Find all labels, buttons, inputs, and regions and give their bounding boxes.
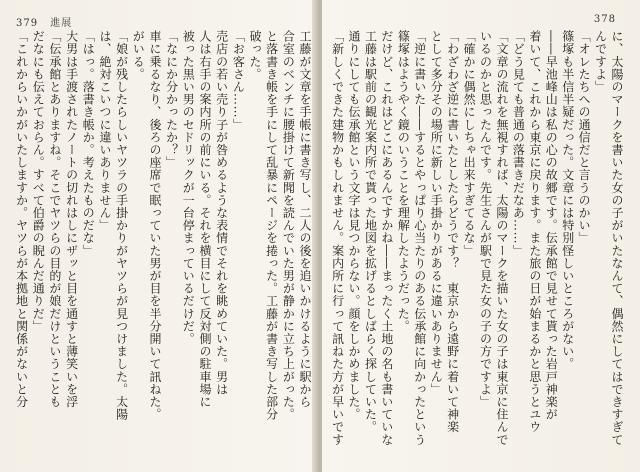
text-column: 破った。 xyxy=(247,30,262,81)
text-column: 篠塚はようやく鏡のいうことを理解したようだった。 xyxy=(396,30,411,333)
left-page-header xyxy=(16,14,80,29)
left-running-title: 進展 xyxy=(50,18,73,29)
right-page-header xyxy=(594,14,624,25)
text-column: と落書き帳を手にして乱暴にページを捲った。工藤が書き写した部分 xyxy=(264,30,279,421)
text-column: がいる。 xyxy=(131,30,146,81)
right-page-text xyxy=(330,30,626,450)
text-column: は、絶対こいつに違いありません」 xyxy=(97,30,112,232)
text-column: 「なにか分かったか？」 xyxy=(164,30,179,169)
text-column: 「確かに偶然にしちゃ出来すぎてるな」 xyxy=(462,30,477,257)
text-column: 「わざわざ逆に書いたとしたらどうです？ 東京から遠野に着いて神楽 xyxy=(445,30,460,434)
text-column: 篠塚も半信半疑だった。文章には特別怪しいところがない。 xyxy=(560,30,575,371)
text-column: 「娘が残したらしいヤツラの手掛かりがヤツらが見つけました。太陽 xyxy=(114,30,129,421)
text-column: 売店の若い売り子が咎めるような表情でそれを眺めていた。男は xyxy=(214,30,229,396)
text-column: ――早池峰山は私の心の故郷です。伝承館で見せて貰った岩戸神楽が xyxy=(544,30,559,421)
left-page-text xyxy=(14,30,314,450)
text-column: 被った黒い男のセドリックが一台停まっているだけだ。 xyxy=(181,30,196,345)
text-column: だなにも伝えておらん。すべて伯爵の睨んだ通りだ」 xyxy=(31,30,46,333)
right-page xyxy=(322,0,640,472)
text-column: 「伝承館とありますね。そこでヤツらの目的が娘だけということも xyxy=(47,30,62,408)
text-column: として多分その場所に新しい手掛かりがあるに違いありません」 xyxy=(429,30,444,396)
left-page-number: 379 xyxy=(16,18,39,29)
text-column: 大男は手渡されたノートの切れはしにザッと目を通すと薄笑いを浮 xyxy=(64,30,79,408)
text-column: 合室のベンチに腰掛けて新聞を読んでいた男が静かに立ち上がった。 xyxy=(281,30,296,421)
text-column: 着いて、これから東京に戻ります。また旅の日が始まるかと思うとユウ xyxy=(527,30,542,434)
text-column: 「新しくできた建物かもしれません。案内所に行って訊ねた方が早いです xyxy=(330,30,345,446)
text-column: 「どう見ても普通の落書きだなあ……」 xyxy=(511,30,526,257)
text-column: 「文章の流れを無視すれば、太陽のマークを描いた女の子は東京に住んで xyxy=(494,30,509,446)
text-column: いるのかと思ったんです。先生さんが駅で見た女の子の方ですよ」 xyxy=(478,30,493,408)
text-column: んですよ」 xyxy=(593,30,608,93)
right-page-number: 378 xyxy=(593,14,616,25)
text-column: 工藤は駅前の観光案内所で貰った地図を拡げるとしばらく探していた。 xyxy=(363,30,378,434)
text-column: 「お客さん……」 xyxy=(231,30,246,131)
text-column: に、太陽のマークを書いた女の子がいたなんて、偶然にしてはできすぎて xyxy=(610,30,624,446)
text-column: 工藤が文章を手帳に書き写し、二人の後を追いかけるように駅から xyxy=(298,30,312,408)
text-column: だけど、これはどこにあるんですかね――まったく土地の名も書いていな xyxy=(379,30,394,446)
text-column: 「逆に書いた――するとやっぱり心当たりのある伝承館に向かったという xyxy=(412,30,427,446)
text-column: 「これからいかがいたしますか。ヤツらが本拠地と関係がないと分 xyxy=(14,30,29,408)
text-column: 通りにしても伝承館という文字は見つからない。顔をしかめました。 xyxy=(347,30,361,421)
text-column: 「オレたちへの通信だと言うのかい」 xyxy=(577,30,592,245)
text-column: 人は右手の案内所の前にいる。それを横目にして反対側の駐車場に xyxy=(197,30,212,408)
text-column: 「はっ。落書き帳か。考えたものだな」 xyxy=(81,30,96,257)
text-column: 車に乗るなり、後ろの座席で眠っていた男が目を半分開いて訊ねた。 xyxy=(147,30,162,421)
left-page xyxy=(0,0,318,472)
